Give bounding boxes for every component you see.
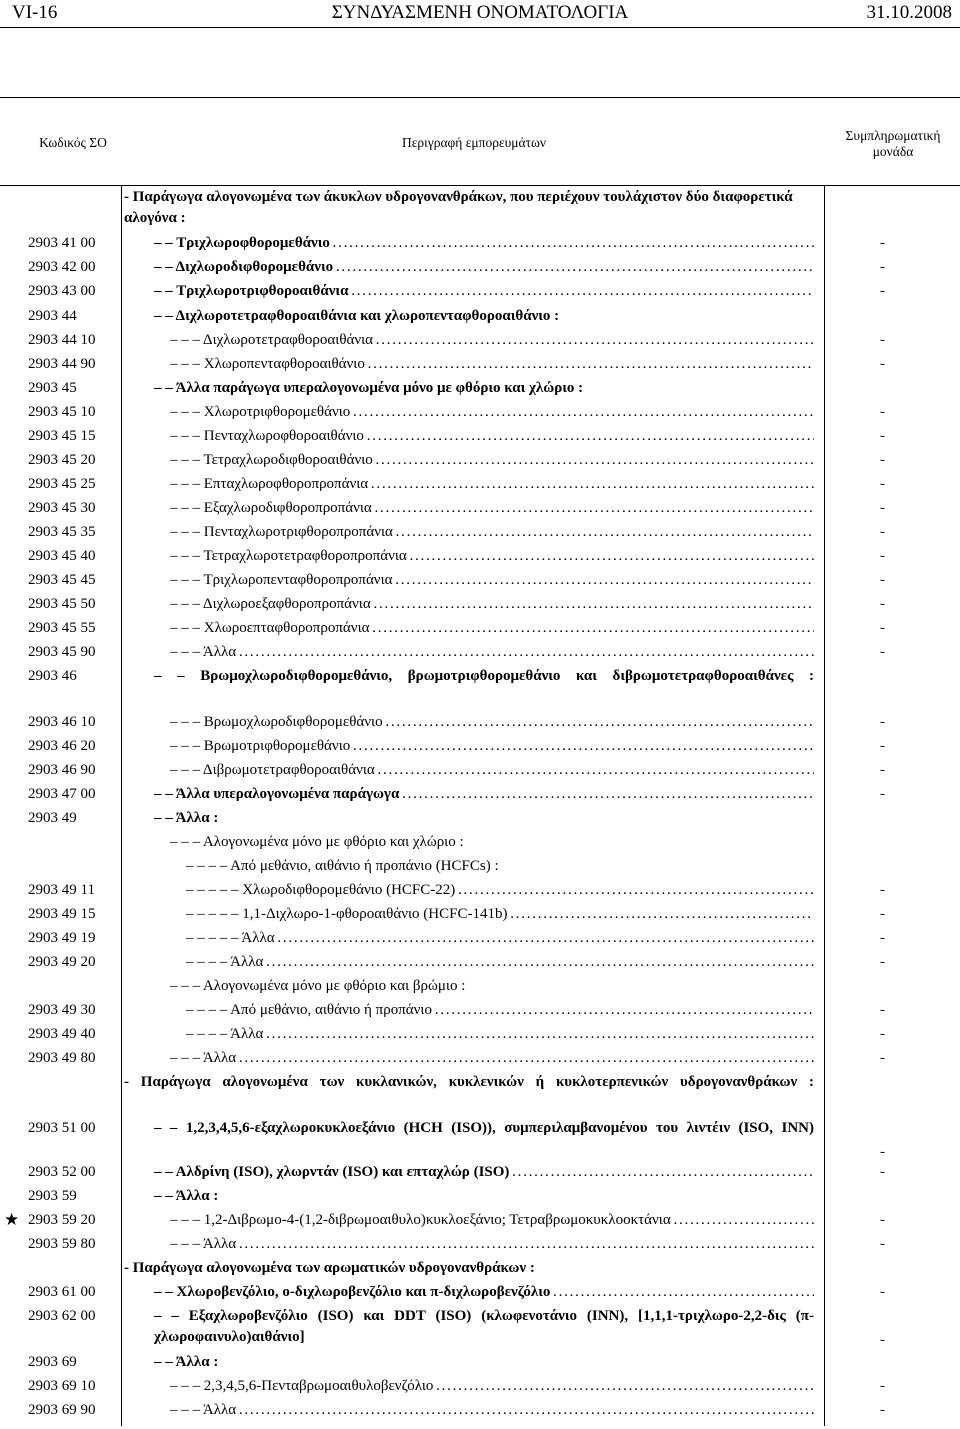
row-description: – – – Διχλωροεξαφθοροπροπάνια . . . bbox=[170, 594, 814, 615]
row-unit: - bbox=[880, 1050, 885, 1066]
row-code: 2903 45 35 bbox=[28, 524, 96, 540]
row-description: – – – Εξαχλωροδιφθοροπροπάνια . . . bbox=[170, 498, 814, 519]
row-description: – – – Τετραχλωροδιφθοροαιθάνιο . . . bbox=[170, 450, 814, 471]
row-description: – – – Διχλωροτετραφθοροαιθάνια . . . bbox=[170, 330, 814, 351]
row-code: 2903 45 bbox=[28, 380, 77, 396]
row-code: 2903 59 bbox=[28, 1188, 77, 1204]
row-unit: - bbox=[880, 1332, 885, 1348]
row-code: 2903 49 30 bbox=[28, 1002, 96, 1018]
row-code: 2903 44 bbox=[28, 308, 77, 324]
column-divider bbox=[121, 186, 122, 1426]
row-description: – – – – – Άλλα . . . bbox=[186, 928, 814, 949]
row-unit: - bbox=[880, 762, 885, 778]
row-code: 2903 46 20 bbox=[28, 738, 96, 754]
row-unit: - bbox=[880, 1164, 885, 1180]
row-unit: - bbox=[880, 786, 885, 802]
table-header-rule bbox=[0, 185, 960, 186]
row-description: – – – Χλωροεπταφθοροπροπάνια . . . bbox=[170, 618, 814, 639]
row-code: 2903 44 10 bbox=[28, 332, 96, 348]
row-description: – – Τριχλωροτριφθοροαιθάνια . . . bbox=[154, 281, 814, 302]
row-description: – – – – Άλλα . . . bbox=[186, 952, 814, 973]
row-unit: - bbox=[880, 283, 885, 299]
row-unit: - bbox=[880, 1002, 885, 1018]
table-top-rule bbox=[0, 97, 960, 98]
page-title: ΣΥΝΔΥΑΣΜΕΝΗ ΟΝΟΜΑΤΟΛΟΓΙΑ bbox=[331, 2, 629, 23]
row-description: – – – Αλογονωμένα μόνο με φθόριο και χλώριο : bbox=[170, 834, 464, 850]
row-description: – – – Αλογονωμένα μόνο με φθόριο και βρώμιο : bbox=[170, 978, 466, 994]
row-code: 2903 69 bbox=[28, 1354, 77, 1370]
row-description: - Παράγωγα αλογονωμένα των αρωματικών υδρογονανθράκων : bbox=[124, 1260, 535, 1276]
row-description: – – – Επταχλωροφθοροπροπάνια . . . bbox=[170, 474, 814, 495]
row-code: 2903 45 30 bbox=[28, 500, 96, 516]
row-code: 2903 49 11 bbox=[28, 882, 95, 898]
row-code: 2903 45 45 bbox=[28, 572, 96, 588]
page-date: 31.10.2008 bbox=[866, 2, 952, 23]
row-description: – – – – – Χλωροδιφθορομεθάνιο (HCFC-22) . . . bbox=[186, 880, 814, 901]
row-unit: - bbox=[880, 404, 885, 420]
header-rule bbox=[0, 27, 960, 28]
row-description: – – – 2,3,4,5,6-Πενταβρωμοαιθυλοβενζόλιο . . . bbox=[170, 1376, 814, 1397]
column-header-description: Περιγραφή εμπορευμάτων bbox=[401, 135, 547, 150]
row-description: - Παράγωγα αλογονωμένα των άκυκλων υδρογονανθράκων, που περιέχουν τουλάχιστον δύο διαφορετικά αλογόνα : bbox=[124, 189, 793, 226]
row-unit: - bbox=[880, 356, 885, 372]
row-unit: - bbox=[880, 548, 885, 564]
page-number: VI-16 bbox=[12, 2, 58, 23]
row-code: 2903 45 25 bbox=[28, 476, 96, 492]
row-code: 2903 62 00 bbox=[28, 1308, 96, 1324]
row-code: 2903 45 15 bbox=[28, 428, 96, 444]
row-description: – – Τριχλωροφθορομεθάνιο . . . bbox=[154, 233, 814, 254]
row-code: 2903 59 20 bbox=[28, 1212, 96, 1228]
row-unit: - bbox=[880, 1026, 885, 1042]
row-unit: - bbox=[880, 906, 885, 922]
row-description: – – Αλδρίνη (ISO), χλωρντάν (ISO) και επταχλώρ (ISO) . . . bbox=[154, 1162, 814, 1183]
row-code: 2903 51 00 bbox=[28, 1120, 96, 1136]
row-description: – – – Βρωμοτριφθορομεθάνιο . . . bbox=[170, 736, 814, 757]
row-unit: - bbox=[880, 620, 885, 636]
row-description: – – – – Από μεθάνιο, αιθάνιο ή προπάνιο (HCFCs) : bbox=[186, 858, 499, 874]
row-description: – – – Βρωμοχλωροδιφθορομεθάνιο . . . bbox=[170, 712, 814, 733]
row-unit: - bbox=[880, 930, 885, 946]
row-code: 2903 45 40 bbox=[28, 548, 96, 564]
row-code: 2903 45 55 bbox=[28, 620, 96, 636]
row-code: 2903 59 80 bbox=[28, 1236, 96, 1252]
row-code: 2903 69 10 bbox=[28, 1378, 96, 1394]
column-header-unit: Συμπληρωματική μονάδα bbox=[845, 128, 941, 159]
row-unit: - bbox=[880, 596, 885, 612]
row-unit: - bbox=[880, 882, 885, 898]
row-unit: - bbox=[880, 954, 885, 970]
row-code: 2903 45 10 bbox=[28, 404, 96, 420]
row-description: – – – Πενταχλωροφθοροαιθάνιο . . . bbox=[170, 426, 814, 447]
row-description: - Παράγωγα αλογονωμένα των κυκλανικών, κυκλενικών ή κυκλοτερπενικών υδρογονανθράκων : bbox=[124, 1074, 814, 1090]
row-description: – – – – Από μεθάνιο, αιθάνιο ή προπάνιο . . . bbox=[186, 1000, 814, 1021]
row-code: 2903 69 90 bbox=[28, 1402, 96, 1418]
row-code: 2903 46 90 bbox=[28, 762, 96, 778]
column-header-code: Κωδικός ΣΟ bbox=[39, 135, 107, 150]
row-code: 2903 61 00 bbox=[28, 1284, 96, 1300]
row-description: – – – Πενταχλωροτριφθοροπροπάνια . . . bbox=[170, 522, 814, 543]
row-description: – – – Άλλα . . . bbox=[170, 1400, 814, 1421]
row-unit: - bbox=[880, 644, 885, 660]
row-code: 2903 41 00 bbox=[28, 235, 96, 251]
row-description: – – Χλωροβενζόλιο, ο-διχλωροβενζόλιο και π-διχλωροβενζόλιο . . . bbox=[154, 1282, 814, 1303]
row-code: 2903 45 50 bbox=[28, 596, 96, 612]
row-code: 2903 42 00 bbox=[28, 259, 96, 275]
row-description: – – – 1,2-Διβρωμο-4-(1,2-διβρωμοαιθυλο)κυκλοεξάνιο; Τετραβρωμοκυκλοοκτάνια . . . bbox=[170, 1210, 814, 1231]
row-description: – – Διχλωροδιφθορομεθάνιο . . . bbox=[154, 257, 814, 278]
row-unit: - bbox=[880, 1144, 885, 1160]
row-unit: - bbox=[880, 1236, 885, 1252]
row-code: 2903 43 00 bbox=[28, 283, 96, 299]
row-description: – – – Διβρωμοτετραφθοροαιθάνια . . . bbox=[170, 760, 814, 781]
column-divider bbox=[824, 186, 825, 1426]
page-header bbox=[0, 0, 960, 28]
row-description: – – Άλλα υπεραλογονωμένα παράγωγα . . . bbox=[154, 784, 814, 805]
star-icon: ★ bbox=[4, 1210, 20, 1229]
row-unit: - bbox=[880, 1212, 885, 1228]
row-unit: - bbox=[880, 1402, 885, 1418]
row-description: – – Διχλωροτετραφθοροαιθάνια και χλωροπενταφθοροαιθάνιο : bbox=[154, 308, 560, 324]
row-code: 2903 45 90 bbox=[28, 644, 96, 660]
row-code: 2903 49 19 bbox=[28, 930, 96, 946]
row-code: 2903 49 20 bbox=[28, 954, 96, 970]
row-code: 2903 52 00 bbox=[28, 1164, 96, 1180]
row-description: – – – – Άλλα . . . bbox=[186, 1024, 814, 1045]
row-unit: - bbox=[880, 738, 885, 754]
row-unit: - bbox=[880, 235, 885, 251]
row-code: 2903 49 bbox=[28, 810, 77, 826]
row-unit: - bbox=[880, 428, 885, 444]
row-description: – – Άλλα : bbox=[154, 1188, 219, 1204]
row-description: – – – Άλλα . . . bbox=[170, 1234, 814, 1255]
row-code: 2903 44 90 bbox=[28, 356, 96, 372]
row-description: – – – Χλωροτριφθορομεθάνιο . . . bbox=[170, 402, 814, 423]
row-description: – – Εξαχλωροβενζόλιο (ISO) και DDT (ISO) (κλωφενοτάνιο (INN), [1,1,1-τριχλωρο-2,2-δις (π-χλωροφαινυλο)αιθάνιο] bbox=[154, 1308, 814, 1345]
row-description: – – – Χλωροπενταφθοροαιθάνιο . . . bbox=[170, 354, 814, 375]
row-description: – – Άλλα : bbox=[154, 1354, 219, 1370]
row-code: 2903 49 15 bbox=[28, 906, 96, 922]
row-unit: - bbox=[880, 500, 885, 516]
row-description: – – – Τριχλωροπενταφθοροπροπάνια . . . bbox=[170, 570, 814, 591]
row-code: 2903 47 00 bbox=[28, 786, 96, 802]
row-code: 2903 46 bbox=[28, 668, 77, 684]
row-code: 2903 45 20 bbox=[28, 452, 96, 468]
row-code: 2903 46 10 bbox=[28, 714, 96, 730]
row-unit: - bbox=[880, 476, 885, 492]
row-unit: - bbox=[880, 714, 885, 730]
row-description: – – Βρωμοχλωροδιφθορομεθάνιο, βρωμοτριφθορομεθάνιο και διβρωμοτετραφθοροαιθάνες : bbox=[154, 668, 814, 684]
row-description: – – 1,2,3,4,5,6-εξαχλωροκυκλοεξάνιο (HCH (ISO)), συμπεριλαμβανομένου του λιντέιν (ISO, INN) bbox=[154, 1120, 814, 1136]
row-unit: - bbox=[880, 452, 885, 468]
row-description: – – – Άλλα . . . bbox=[170, 1048, 814, 1069]
row-unit: - bbox=[880, 524, 885, 540]
row-code: 2903 49 80 bbox=[28, 1050, 96, 1066]
row-description: – – Άλλα παράγωγα υπεραλογονωμένα μόνο με φθόριο και χλώριο : bbox=[154, 380, 584, 396]
row-description: – – – – – 1,1-Διχλωρο-1-φθοροαιθάνιο (HCFC-141b) . . . bbox=[186, 904, 814, 925]
row-code: 2903 49 40 bbox=[28, 1026, 96, 1042]
row-unit: - bbox=[880, 572, 885, 588]
row-description: – – Άλλα : bbox=[154, 810, 219, 826]
row-unit: - bbox=[880, 1378, 885, 1394]
row-unit: - bbox=[880, 259, 885, 275]
row-unit: - bbox=[880, 332, 885, 348]
row-description: – – – Τετραχλωροτετραφθοροπροπάνια . . . bbox=[170, 546, 814, 567]
row-unit: - bbox=[880, 1284, 885, 1300]
row-description: – – – Άλλα . . . bbox=[170, 642, 814, 663]
